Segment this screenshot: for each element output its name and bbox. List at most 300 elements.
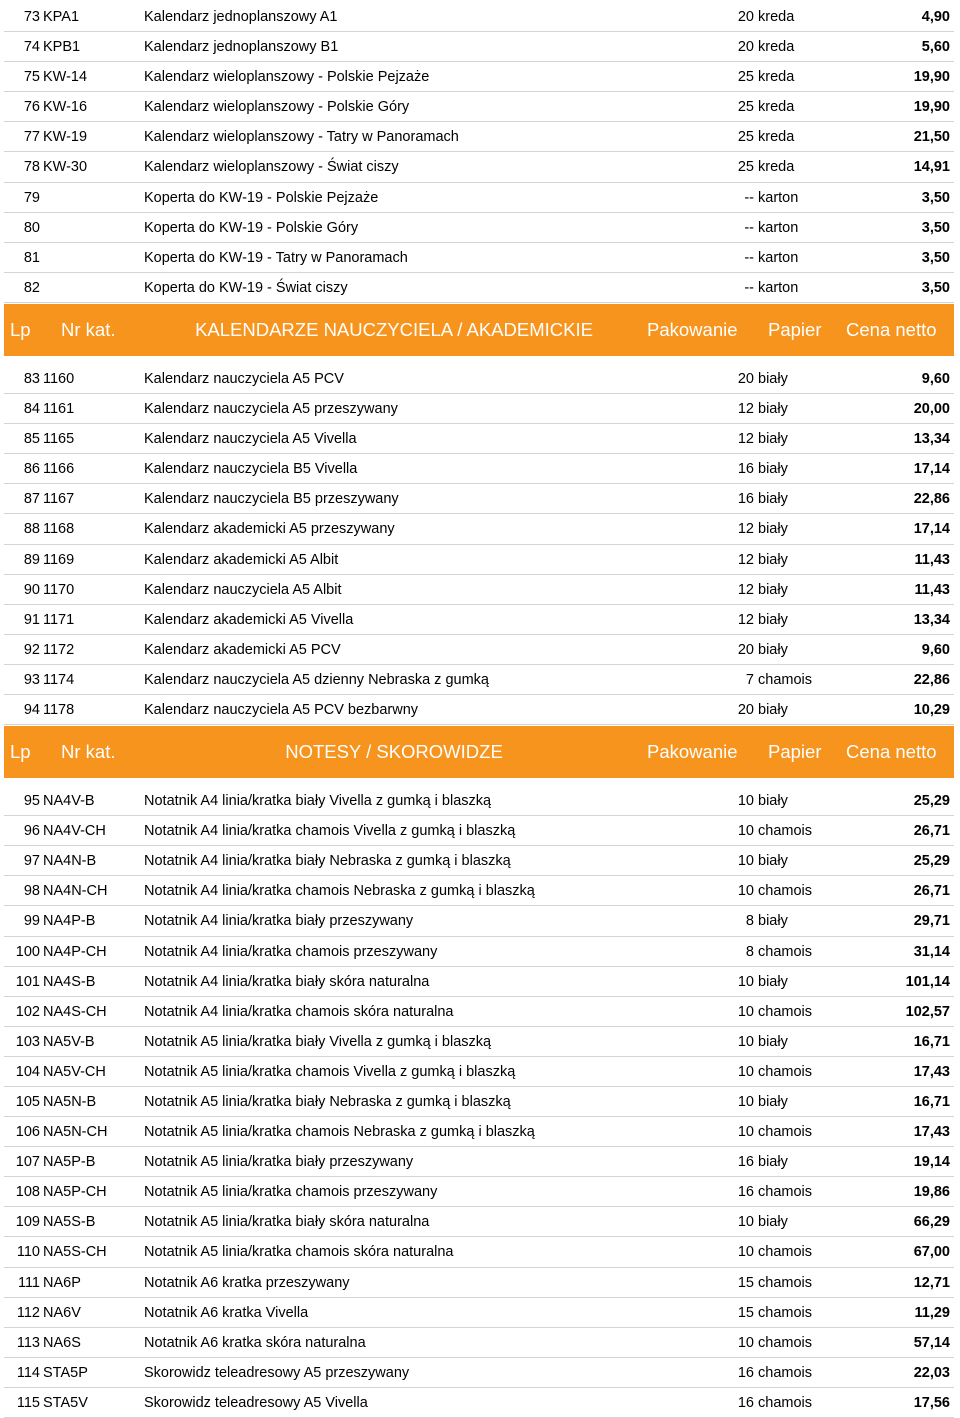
packaging-quantity: 16	[737, 1184, 754, 1201]
product-name: Notatnik A5 linia/kratka chamois przeszywany	[144, 1184, 438, 1201]
row-number: 76	[23, 99, 40, 116]
catalog-number: NA4P-B	[43, 913, 96, 930]
row-number: 96	[23, 823, 40, 840]
packaging-quantity: 10	[737, 823, 754, 840]
product-name: Notatnik A4 linia/kratka chamois skóra naturalna	[144, 1003, 454, 1020]
product-name: Notatnik A6 kratka przeszywany	[144, 1274, 350, 1291]
paper-type: chamois	[758, 1334, 812, 1351]
row-number: 77	[23, 129, 40, 146]
table-row	[4, 394, 954, 424]
row-number: 103	[15, 1033, 40, 1050]
table-row	[4, 364, 954, 394]
product-name: Notatnik A5 linia/kratka biały Nebraska z gumką i blaszką	[144, 1094, 511, 1110]
net-price: 3,50	[921, 189, 950, 206]
row-number: 107	[15, 1154, 40, 1171]
paper-type: biały	[758, 611, 788, 628]
section-title: NOTESY / SKOROWIDZE	[285, 741, 503, 763]
net-price: 19,90	[913, 69, 950, 86]
paper-type: chamois	[758, 1124, 812, 1141]
packaging-quantity: 12	[737, 551, 754, 568]
paper-type: chamois	[758, 1274, 812, 1291]
packaging-quantity: 16	[737, 491, 754, 508]
table-row	[4, 665, 954, 695]
table-row	[4, 1358, 954, 1388]
paper-type: kreda	[758, 9, 795, 25]
table-row	[4, 1388, 954, 1418]
net-price: 26,71	[913, 823, 950, 840]
packaging-quantity: 12	[737, 401, 754, 418]
catalog-number: NA5P-B	[43, 1154, 96, 1171]
packaging-quantity: 10	[737, 793, 754, 810]
catalog-number: KPA1	[43, 9, 80, 25]
product-name: Notatnik A4 linia/kratka chamois Nebraska z gumką i blaszką	[144, 883, 535, 900]
packaging-quantity: 12	[737, 431, 754, 448]
table-row	[4, 906, 954, 936]
table-row	[4, 183, 954, 213]
header-packaging: Pakowanie	[647, 318, 738, 340]
packaging-quantity: 10	[737, 1334, 754, 1351]
table-row	[4, 1057, 954, 1087]
price-list	[4, 2, 954, 1418]
table-row	[4, 786, 954, 816]
product-name: Kalendarz wieloplanszowy - Polskie Pejzaże	[144, 69, 430, 86]
product-name: Kalendarz nauczyciela A5 Albit	[144, 581, 342, 598]
row-number: 91	[23, 611, 40, 628]
net-price: 17,43	[913, 1063, 950, 1080]
catalog-number: NA6V	[43, 1304, 81, 1321]
packaging-quantity: --	[744, 279, 754, 296]
product-name: Kalendarz nauczyciela A5 Vivella	[144, 431, 357, 448]
table-row	[4, 545, 954, 575]
product-name: Notatnik A6 kratka Vivella	[144, 1304, 309, 1321]
table-row	[4, 876, 954, 906]
packaging-quantity: 10	[737, 1214, 754, 1231]
catalog-number: NA5S-B	[43, 1214, 96, 1231]
packaging-quantity: --	[744, 189, 754, 206]
net-price: 19,14	[913, 1154, 950, 1171]
table-row	[4, 152, 954, 182]
packaging-quantity: 12	[737, 581, 754, 598]
row-number: 90	[23, 581, 40, 598]
header-net-price: Cena netto	[846, 318, 937, 340]
net-price: 17,14	[913, 521, 950, 538]
paper-type: chamois	[758, 1244, 812, 1261]
row-number: 99	[23, 913, 40, 930]
header-paper: Papier	[768, 318, 822, 340]
product-name: Notatnik A6 kratka skóra naturalna	[144, 1334, 366, 1351]
product-name: Koperta do KW-19 - Polskie Góry	[144, 219, 359, 236]
paper-type: biały	[758, 461, 788, 478]
packaging-quantity: 10	[737, 1063, 754, 1080]
product-name: Kalendarz akademicki A5 PCV	[144, 641, 341, 658]
section-header	[4, 726, 954, 778]
packaging-quantity: 20	[737, 641, 754, 658]
catalog-number: 1161	[43, 401, 75, 418]
catalog-number: NA4V-CH	[43, 823, 106, 840]
row-number: 97	[23, 853, 40, 870]
row-number: 87	[23, 491, 40, 508]
product-name: Kalendarz nauczyciela A5 PCV	[144, 370, 344, 387]
net-price: 17,43	[913, 1124, 950, 1141]
row-number: 83	[23, 370, 40, 387]
table-row	[4, 273, 954, 303]
packaging-quantity: --	[744, 249, 754, 266]
paper-type: biały	[758, 431, 788, 448]
row-number: 75	[23, 69, 40, 86]
table-row	[4, 967, 954, 997]
catalog-number: NA4S-B	[43, 973, 96, 990]
net-price: 4,90	[921, 9, 950, 25]
packaging-quantity: 8	[745, 913, 754, 930]
row-number: 113	[16, 1334, 40, 1351]
packaging-quantity: 10	[737, 1003, 754, 1020]
paper-type: biały	[758, 1094, 788, 1110]
net-price: 66,29	[913, 1214, 950, 1231]
net-price: 17,14	[913, 461, 950, 478]
paper-type: kreda	[758, 159, 795, 176]
packaging-quantity: 12	[737, 521, 754, 538]
row-number: 108	[15, 1184, 40, 1201]
packaging-quantity: 20	[737, 701, 754, 718]
packaging-quantity: 16	[737, 1364, 754, 1381]
catalog-number: NA6P	[43, 1274, 81, 1291]
row-number: 105	[15, 1094, 40, 1110]
net-price: 13,34	[913, 431, 950, 448]
table-row	[4, 1328, 954, 1358]
header-packaging: Pakowanie	[647, 741, 738, 763]
row-number: 101	[15, 973, 40, 990]
row-number: 81	[23, 249, 40, 266]
paper-type: biały	[758, 1154, 788, 1171]
row-number: 73	[23, 9, 40, 25]
catalog-number: NA5N-CH	[43, 1124, 108, 1141]
packaging-quantity: 12	[737, 611, 754, 628]
product-name: Notatnik A4 linia/kratka biały skóra naturalna	[144, 973, 430, 990]
product-name: Notatnik A4 linia/kratka chamois przeszywany	[144, 943, 438, 960]
product-name: Notatnik A5 linia/kratka biały skóra naturalna	[144, 1214, 430, 1231]
table-row	[4, 32, 954, 62]
row-number: 93	[23, 671, 40, 688]
row-number: 111	[17, 1274, 40, 1291]
row-number: 89	[23, 551, 40, 568]
header-catalog-number: Nr kat.	[61, 741, 116, 763]
catalog-number: KW-30	[43, 159, 88, 176]
net-price: 3,50	[921, 249, 950, 266]
product-name: Koperta do KW-19 - Polskie Pejzaże	[144, 189, 379, 206]
row-number: 95	[23, 793, 40, 810]
catalog-number: NA5N-B	[43, 1094, 97, 1110]
packaging-quantity: 10	[737, 1094, 754, 1110]
product-name: Kalendarz nauczyciela B5 Vivella	[144, 461, 358, 478]
net-price: 22,03	[913, 1364, 950, 1381]
net-price: 29,71	[913, 913, 950, 930]
product-name: Notatnik A4 linia/kratka biały Nebraska z gumką i blaszką	[144, 853, 511, 870]
net-price: 16,71	[913, 1033, 950, 1050]
paper-type: chamois	[758, 1063, 812, 1080]
catalog-number: NA5V-CH	[43, 1063, 106, 1080]
table-row	[4, 605, 954, 635]
row-number: 106	[15, 1124, 40, 1141]
table-row	[4, 1117, 954, 1147]
paper-type: biały	[758, 401, 788, 418]
table-row	[4, 1268, 954, 1298]
paper-type: chamois	[758, 1364, 812, 1381]
catalog-number: 1168	[43, 521, 75, 538]
catalog-number: 1170	[43, 581, 75, 598]
row-number: 115	[16, 1394, 40, 1411]
row-number: 79	[23, 189, 40, 206]
catalog-number: NA4N-B	[43, 853, 97, 870]
packaging-quantity: 16	[737, 1394, 754, 1411]
catalog-number: NA5V-B	[43, 1033, 95, 1050]
packaging-quantity: 15	[737, 1274, 754, 1291]
paper-type: karton	[758, 279, 799, 296]
net-price: 17,56	[913, 1394, 950, 1411]
row-number: 100	[15, 943, 40, 960]
paper-type: biały	[758, 701, 788, 718]
catalog-number: 1171	[43, 611, 75, 628]
packaging-quantity: 20	[737, 9, 754, 25]
product-name: Kalendarz jednoplanszowy A1	[144, 9, 338, 25]
product-name: Kalendarz wieloplanszowy - Polskie Góry	[144, 99, 410, 116]
product-name: Kalendarz wieloplanszowy - Świat ciszy	[144, 159, 399, 176]
paper-type: biały	[758, 641, 788, 658]
packaging-quantity: 16	[737, 461, 754, 478]
paper-type: biały	[758, 913, 788, 930]
paper-type: biały	[758, 491, 788, 508]
catalog-number: 1174	[43, 671, 75, 688]
catalog-number: 1166	[43, 461, 75, 478]
net-price: 10,29	[913, 701, 950, 718]
packaging-quantity: 10	[737, 1033, 754, 1050]
table-row	[4, 816, 954, 846]
table-row	[4, 213, 954, 243]
product-name: Notatnik A5 linia/kratka biały przeszywany	[144, 1154, 414, 1171]
product-name: Skorowidz teleadresowy A5 przeszywany	[144, 1364, 410, 1381]
net-price: 22,86	[913, 671, 950, 688]
catalog-number: NA5S-CH	[43, 1244, 107, 1261]
product-name: Kalendarz akademicki A5 Vivella	[144, 611, 354, 628]
paper-type: karton	[758, 219, 799, 236]
packaging-quantity: 10	[737, 1124, 754, 1141]
product-name: Notatnik A4 linia/kratka biały przeszywany	[144, 913, 414, 930]
table-row	[4, 454, 954, 484]
row-number: 78	[23, 159, 40, 176]
net-price: 101,14	[905, 973, 950, 990]
table-row	[4, 1237, 954, 1267]
paper-type: kreda	[758, 39, 795, 56]
row-number: 102	[15, 1003, 40, 1020]
net-price: 3,50	[921, 279, 950, 296]
table-row	[4, 1027, 954, 1057]
section-title: KALENDARZE NAUCZYCIELA / AKADEMICKIE	[195, 318, 593, 340]
packaging-quantity: --	[744, 219, 754, 236]
net-price: 67,00	[913, 1244, 950, 1261]
net-price: 16,71	[913, 1094, 950, 1110]
paper-type: biały	[758, 551, 788, 568]
packaging-quantity: 10	[737, 1244, 754, 1261]
row-number: 74	[23, 39, 40, 56]
table-row	[4, 1207, 954, 1237]
product-name: Notatnik A5 linia/kratka chamois Nebraska z gumką i blaszką	[144, 1124, 535, 1141]
catalog-number: NA6S	[43, 1334, 81, 1351]
net-price: 20,00	[913, 401, 950, 418]
net-price: 19,86	[913, 1184, 950, 1201]
net-price: 57,14	[913, 1334, 950, 1351]
paper-type: biały	[758, 521, 788, 538]
catalog-number: NA4S-CH	[43, 1003, 107, 1020]
paper-type: karton	[758, 249, 799, 266]
row-number: 94	[23, 701, 40, 718]
table-row	[4, 122, 954, 152]
product-name: Notatnik A5 linia/kratka chamois skóra naturalna	[144, 1244, 454, 1261]
paper-type: chamois	[758, 1003, 812, 1020]
packaging-quantity: 8	[745, 943, 754, 960]
row-number: 80	[23, 219, 40, 236]
header-paper: Papier	[768, 741, 822, 763]
net-price: 3,50	[921, 219, 950, 236]
paper-type: chamois	[758, 671, 812, 688]
net-price: 26,71	[913, 883, 950, 900]
paper-type: chamois	[758, 883, 812, 900]
product-name: Notatnik A4 linia/kratka biały Vivella z gumką i blaszką	[144, 793, 492, 810]
catalog-number: KW-16	[43, 99, 88, 116]
packaging-quantity: 20	[737, 39, 754, 56]
table-row	[4, 514, 954, 544]
row-number: 85	[23, 431, 40, 448]
row-number: 82	[23, 279, 40, 296]
row-number: 88	[23, 521, 40, 538]
paper-type: karton	[758, 189, 799, 206]
catalog-number: NA5P-CH	[43, 1184, 107, 1201]
net-price: 21,50	[913, 129, 950, 146]
header-net-price: Cena netto	[846, 741, 937, 763]
net-price: 31,14	[913, 943, 950, 960]
catalog-number: 1160	[43, 370, 75, 387]
row-number: 109	[15, 1214, 40, 1231]
catalog-number: NA4V-B	[43, 793, 95, 810]
table-row	[4, 635, 954, 665]
row-number: 104	[15, 1063, 40, 1080]
product-name: Kalendarz wieloplanszowy - Tatry w Panoramach	[144, 129, 459, 146]
row-number: 86	[23, 461, 40, 478]
header-lp: Lp	[10, 318, 31, 340]
table-row	[4, 424, 954, 454]
product-name: Notatnik A4 linia/kratka chamois Vivella z gumką i blaszką	[144, 823, 516, 840]
table-row	[4, 243, 954, 273]
catalog-number: NA4N-CH	[43, 883, 108, 900]
row-number: 114	[16, 1364, 40, 1381]
packaging-quantity: 25	[737, 69, 754, 86]
packaging-quantity: 10	[737, 853, 754, 870]
product-name: Koperta do KW-19 - Świat ciszy	[144, 279, 348, 296]
packaging-quantity: 25	[737, 159, 754, 176]
product-name: Kalendarz nauczyciela A5 PCV bezbarwny	[144, 701, 419, 718]
table-row	[4, 846, 954, 876]
net-price: 13,34	[913, 611, 950, 628]
catalog-number: KW-19	[43, 129, 88, 146]
row-number: 84	[23, 401, 40, 418]
row-number: 98	[23, 883, 40, 900]
net-price: 9,60	[921, 370, 950, 387]
product-name: Notatnik A5 linia/kratka chamois Vivella z gumką i blaszką	[144, 1063, 516, 1080]
catalog-number: NA4P-CH	[43, 943, 107, 960]
table-row	[4, 1177, 954, 1207]
packaging-quantity: 16	[737, 1154, 754, 1171]
product-name: Kalendarz nauczyciela B5 przeszywany	[144, 491, 399, 508]
paper-type: chamois	[758, 943, 812, 960]
paper-type: biały	[758, 1214, 788, 1231]
row-number: 110	[16, 1244, 40, 1261]
paper-type: chamois	[758, 1394, 812, 1411]
table-row	[4, 62, 954, 92]
paper-type: kreda	[758, 69, 795, 86]
catalog-number: 1167	[43, 491, 75, 508]
net-price: 11,43	[914, 581, 950, 598]
product-name: Koperta do KW-19 - Tatry w Panoramach	[144, 249, 408, 266]
catalog-number: KPB1	[43, 39, 81, 56]
net-price: 25,29	[913, 793, 950, 810]
table-row	[4, 695, 954, 725]
catalog-number: 1172	[43, 641, 75, 658]
table-row	[4, 484, 954, 514]
paper-type: kreda	[758, 99, 795, 116]
net-price: 22,86	[913, 491, 950, 508]
table-row	[4, 575, 954, 605]
net-price: 14,91	[913, 159, 950, 176]
product-name: Skorowidz teleadresowy A5 Vivella	[144, 1394, 368, 1411]
net-price: 5,60	[921, 39, 950, 56]
product-name: Kalendarz akademicki A5 Albit	[144, 551, 339, 568]
paper-type: biały	[758, 973, 788, 990]
paper-type: biały	[758, 370, 788, 387]
net-price: 25,29	[913, 853, 950, 870]
table-row	[4, 1147, 954, 1177]
net-price: 19,90	[913, 99, 950, 116]
product-name: Kalendarz jednoplanszowy B1	[144, 39, 339, 56]
table-row	[4, 1087, 954, 1117]
paper-type: chamois	[758, 1184, 812, 1201]
packaging-quantity: 10	[737, 883, 754, 900]
net-price: 12,71	[913, 1274, 950, 1291]
table-row	[4, 997, 954, 1027]
catalog-number: 1165	[43, 431, 75, 448]
section-header	[4, 304, 954, 356]
paper-type: chamois	[758, 823, 812, 840]
packaging-quantity: 7	[745, 671, 754, 688]
packaging-quantity: 25	[737, 129, 754, 146]
catalog-number: KW-14	[43, 69, 88, 86]
table-row	[4, 937, 954, 967]
row-number: 92	[23, 641, 40, 658]
catalog-number: STA5P	[43, 1364, 88, 1381]
paper-type: chamois	[758, 1304, 812, 1321]
paper-type: biały	[758, 1033, 788, 1050]
product-name: Kalendarz akademicki A5 przeszywany	[144, 521, 395, 538]
catalog-number: 1169	[43, 551, 75, 568]
packaging-quantity: 10	[737, 973, 754, 990]
paper-type: biały	[758, 853, 788, 870]
table-row	[4, 1298, 954, 1328]
table-row	[4, 2, 954, 32]
product-name: Notatnik A5 linia/kratka biały Vivella z gumką i blaszką	[144, 1033, 492, 1050]
header-catalog-number: Nr kat.	[61, 318, 116, 340]
paper-type: biały	[758, 793, 788, 810]
paper-type: biały	[758, 581, 788, 598]
catalog-number: STA5V	[43, 1394, 88, 1411]
packaging-quantity: 25	[737, 99, 754, 116]
product-name: Kalendarz nauczyciela A5 przeszywany	[144, 401, 398, 418]
